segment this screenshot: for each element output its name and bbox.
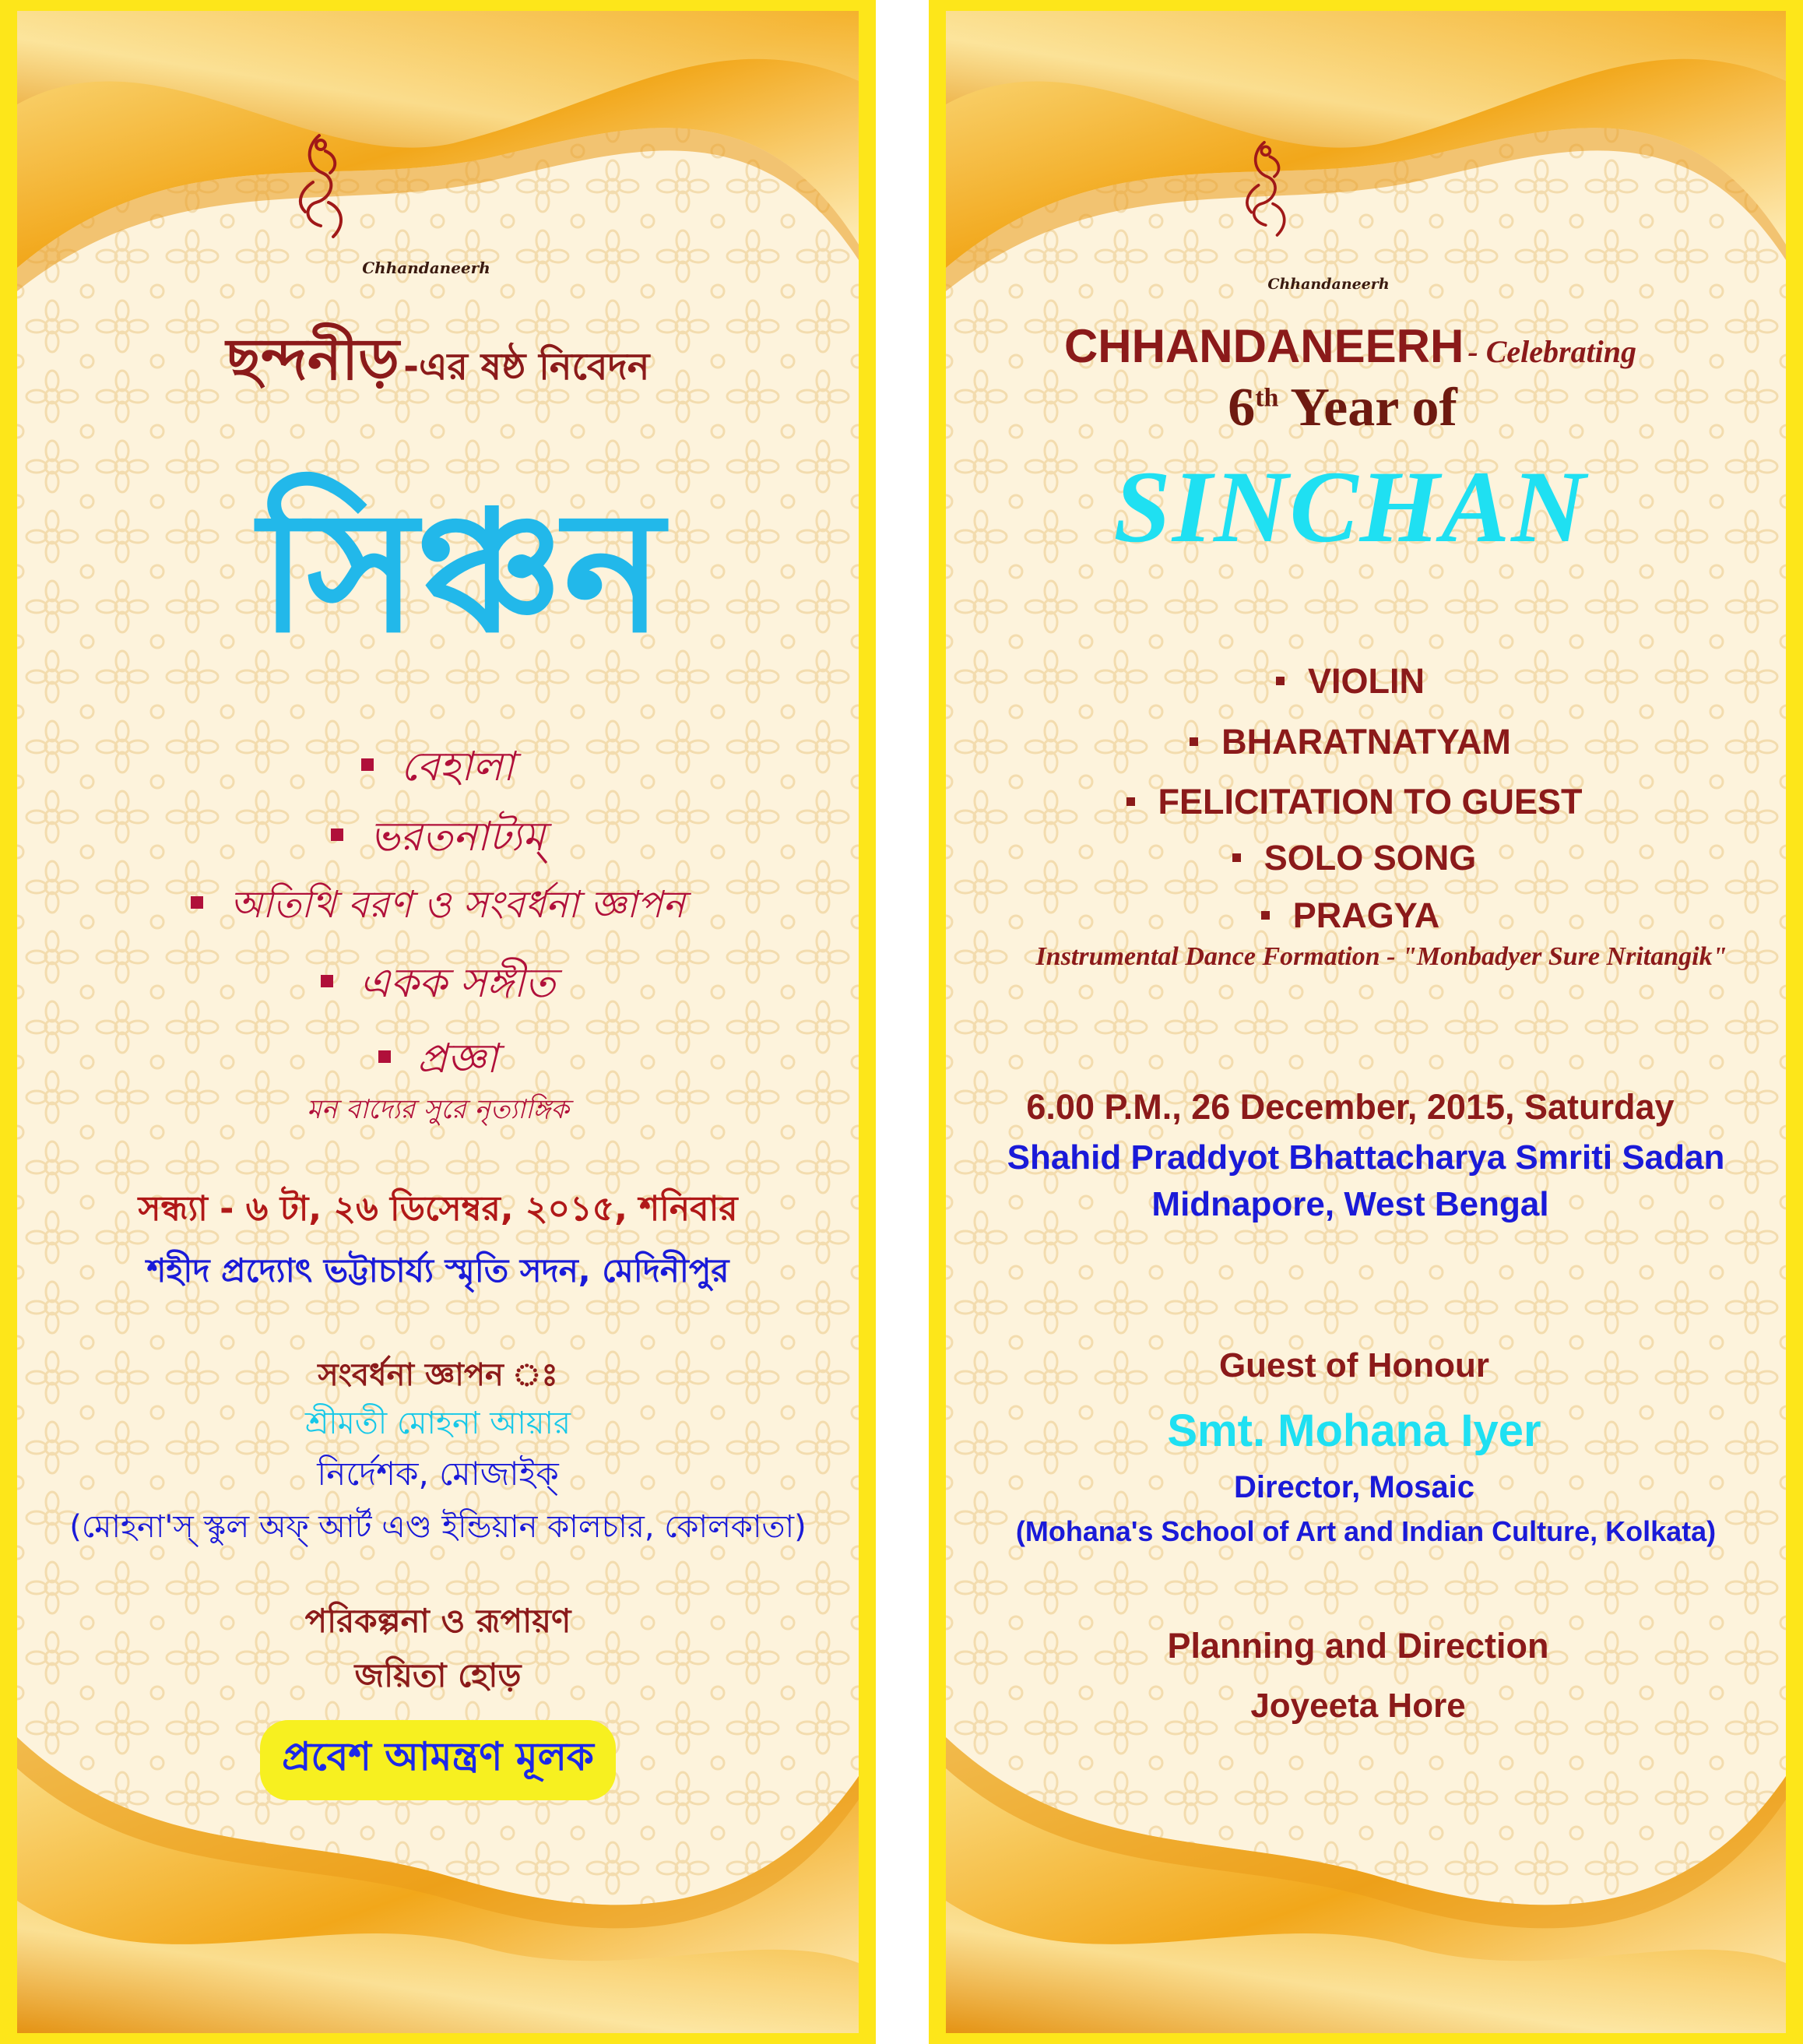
program-item: SOLO SONG xyxy=(946,838,1774,878)
guest-name: শ্রীমতী মোহনা আয়ার xyxy=(304,1405,571,1441)
program-subnote: Instrumental Dance Formation - "Monbadyer Sure Nritangik" xyxy=(1035,942,1727,971)
year-line xyxy=(946,377,1763,439)
felicitation-heading: সংবর্ধনা জ্ঞাপন ঃ xyxy=(318,1357,558,1393)
bullet-icon xyxy=(378,1050,391,1063)
card-paper xyxy=(17,11,859,2033)
program-item: একক সঙ্গীত xyxy=(17,952,859,1019)
dancer-logo-icon xyxy=(1230,134,1316,251)
guest-organisation: (মোহনা'স্ স্কুল অফ্ আর্ট এণ্ড ইন্ডিয়ান কালচার, কোলকাতা) xyxy=(69,1509,807,1545)
program-item: FELICITATION TO GUEST xyxy=(946,782,1774,822)
program-subnote: মন বাদ্যের সুরে নৃত্যাঙ্গিক xyxy=(307,1094,569,1125)
bullet-icon xyxy=(1261,911,1270,920)
guest-heading: Guest of Honour xyxy=(1218,1346,1490,1384)
venue-line: শহীদ প্রদ্যোৎ ভট্টাচার্য্য স্মৃতি সদন, মেদিনীপুর xyxy=(146,1251,729,1289)
program-item: প্রজ্ঞা xyxy=(17,1027,859,1095)
org-title: CHHANDANEERH xyxy=(1063,320,1464,372)
bullet-icon xyxy=(321,975,333,987)
org-title-line xyxy=(17,316,859,412)
program-item: VIOLIN xyxy=(946,661,1770,702)
year-text: Year of xyxy=(1290,378,1457,438)
program-item: অতিথি বরণ ও সংবর্ধনা জ্ঞাপন xyxy=(17,877,859,938)
planner-name: Joyeeta Hore xyxy=(1250,1687,1466,1725)
event-title: SINCHAN xyxy=(1113,449,1587,564)
planning-heading: Planning and Direction xyxy=(1167,1626,1549,1666)
program-item: বেহালা xyxy=(17,735,859,803)
dancer-logo-icon xyxy=(282,128,375,252)
bullet-icon xyxy=(1232,853,1241,862)
card-paper xyxy=(946,11,1786,2033)
entry-badge: প্রবেশ আমন্ত্রণ মূলক xyxy=(260,1720,616,1800)
guest-organisation: (Mohana's School of Art and Indian Culture, Kolkata) xyxy=(1015,1515,1717,1547)
program-item: PRAGYA xyxy=(946,895,1770,936)
bullet-icon xyxy=(331,829,343,841)
program-item: ভরতনাট্যম্ xyxy=(17,805,859,873)
entry-badge-row xyxy=(17,1720,859,1800)
date-line: 6.00 P.M., 26 December, 2015, Saturday xyxy=(1026,1087,1675,1127)
org-title-line xyxy=(946,319,1770,373)
logo-wordmark: Chhandaneerh xyxy=(362,259,490,277)
guest-role: Director, Mosaic xyxy=(1233,1470,1474,1504)
bullet-icon xyxy=(361,758,374,771)
guest-role: নির্দেশক, মোজাইক্ xyxy=(317,1455,559,1493)
bullet-icon xyxy=(1276,677,1285,685)
venue-line-1: Shahid Praddyot Bhattacharya Smriti Sadan xyxy=(1007,1138,1725,1177)
date-line: সন্ধ্যা - ৬ টা, ২৬ ডিসেম্বর, ২০১৫, শনিবার xyxy=(138,1189,738,1229)
org-subtitle: -এর ষষ্ঠ নিবেদন xyxy=(403,345,650,389)
planner-name: জয়িতা হোড় xyxy=(354,1656,522,1694)
guest-name: Smt. Mohana Iyer xyxy=(1167,1405,1541,1456)
invitation-card-english xyxy=(929,0,1803,2044)
venue-line-2: Midnapore, West Bengal xyxy=(1151,1185,1549,1223)
bullet-icon xyxy=(1126,797,1135,806)
bullet-icon xyxy=(1190,737,1198,746)
logo-wordmark: Chhandaneerh xyxy=(1267,276,1390,293)
event-title: সিঞ্চন xyxy=(258,474,664,670)
year-number: 6 xyxy=(1228,378,1256,438)
invitation-card-bengali xyxy=(0,0,876,2044)
org-title: ছন্দনীড় xyxy=(226,326,400,393)
planning-heading: পরিকল্পনা ও রূপায়ণ xyxy=(304,1602,571,1640)
program-item: BHARATNATYAM xyxy=(946,722,1770,762)
year-suffix: th xyxy=(1255,383,1279,413)
celebrating-label: - Celebrating xyxy=(1467,334,1637,369)
bullet-icon xyxy=(191,896,203,909)
